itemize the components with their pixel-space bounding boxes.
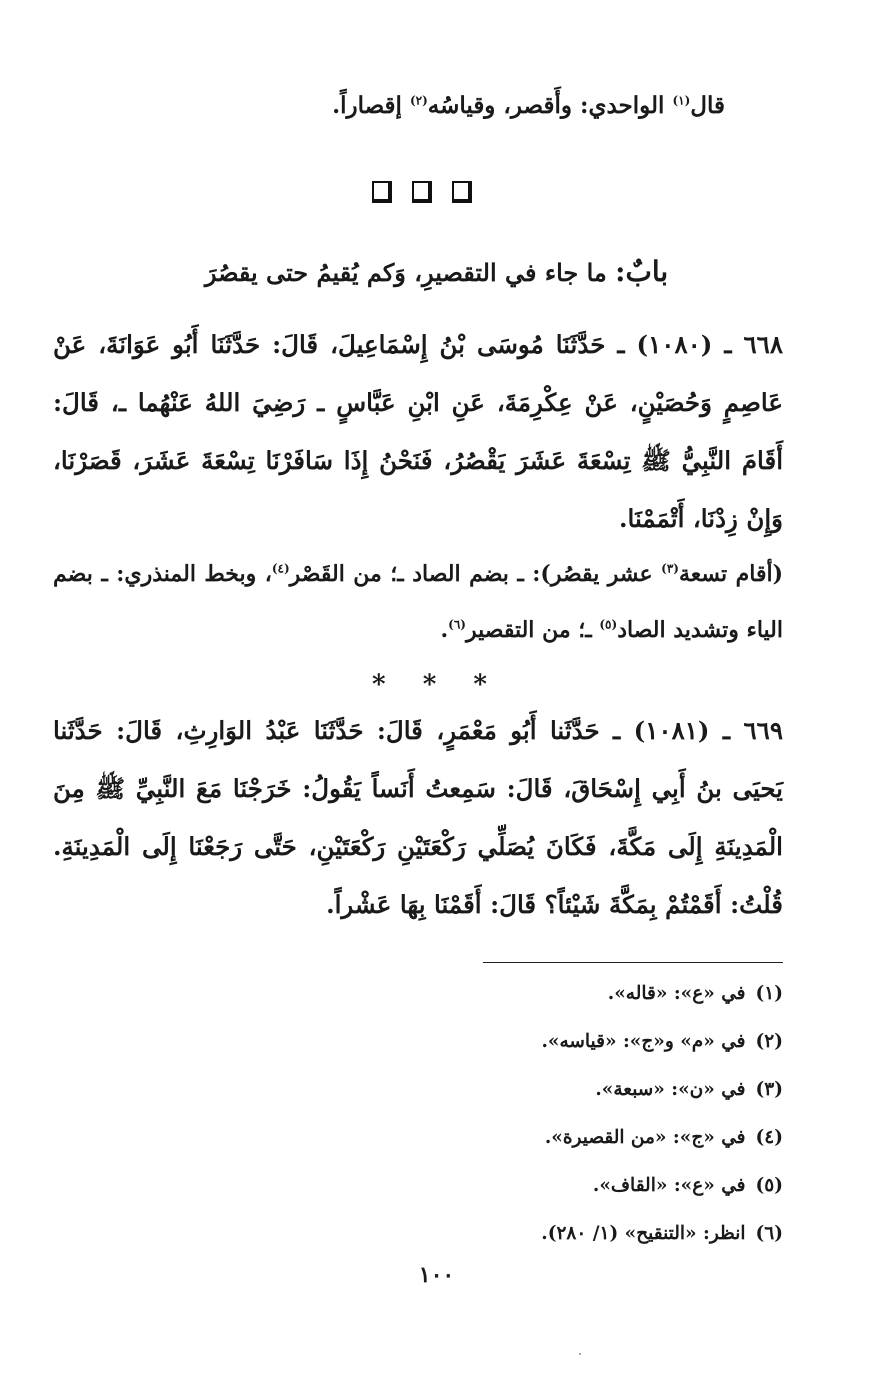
footnote-text: في «ع»: «قاله». xyxy=(607,983,746,1004)
hadith-669: ٦٦٩ ـ (١٠٨١) ـ حَدَّثَنا أَبُو مَعْمَرٍ، قَالَ: حَدَّثَنَا عَبْدُ الوَارِثِ، قَالَ: حَدَّثَنا يَحيَى بنُ أَبِي إِسْحَاقَ، قَالَ: سَمِعتُ أَنَساً يَقُولُ: خَرَجْنَا مَعَ النَّبِيِّ ﷺ مِنَ الْمَدِينَةِ إِلَى مَكَّةَ، فَكَانَ يُصَلِّي رَكْعَتَيْنِ رَكْعَتَيْنِ، حَتَّى رَجَعْنَا إِلَى الْمَدِينَةِ. قُلْتُ: أَقَمْتُمْ بِمَكَّةَ شَيْئاً؟ قَالَ: أَقَمْنَا بِهَا عَشْراً. xyxy=(53,716,783,919)
ornament-box-icon xyxy=(372,181,392,203)
chapter-label: بابٌ: xyxy=(615,255,669,288)
chapter-heading xyxy=(0,255,873,288)
footnote-ref-1[interactable]: (١) xyxy=(672,93,691,108)
intro-text-3: إقصاراً. xyxy=(332,92,410,119)
footnotes-list xyxy=(83,974,783,1262)
intro-line xyxy=(332,92,725,119)
footnote-text: في «م» و«ج»: «قياسه». xyxy=(541,1031,746,1052)
separator-stars: * * * xyxy=(372,670,501,700)
intro-text-2: الواحدي: وأَقصر، وقياسُه xyxy=(427,92,673,119)
footnote-item xyxy=(83,1214,783,1262)
commentary-text: ـ؛ من التقصير xyxy=(465,617,600,643)
footnote-ref-2[interactable]: (٢) xyxy=(409,93,428,108)
footnote-text: في «ج»: «من القصيرة». xyxy=(544,1127,746,1148)
commentary-text: . xyxy=(440,617,449,643)
ornament-box-icon xyxy=(452,181,472,203)
footnote-text: انظر: «التنقيح» (١/ ٢٨٠). xyxy=(541,1223,746,1244)
footnote-item xyxy=(83,1118,783,1166)
intro-text-1: قال xyxy=(690,92,725,119)
commentary-text: (أقام تسعة xyxy=(678,561,783,587)
scan-speck xyxy=(579,1353,581,1355)
footnote-item xyxy=(83,1166,783,1214)
footnote-number: (٥) xyxy=(755,1175,783,1196)
footnote-item xyxy=(83,974,783,1022)
footnote-number: (٤) xyxy=(755,1127,783,1148)
ornament-box-icon xyxy=(412,181,432,203)
footnote-ref-6[interactable]: (٦) xyxy=(448,617,466,632)
commentary-text: ، وبخط المنذري: ـ بضم الياء وتشديد الصاد xyxy=(53,561,783,643)
footnote-number: (٦) xyxy=(755,1223,783,1244)
footnote-text: في «ع»: «القاف». xyxy=(592,1175,746,1196)
commentary-text: عشر يقصُر): ـ بضم الصاد ـ؛ من القَصْر xyxy=(289,561,662,587)
footnote-number: (٢) xyxy=(755,1031,783,1052)
footnote-item xyxy=(83,1022,783,1070)
footnote-text: في «ن»: «سبعة». xyxy=(595,1079,746,1100)
hadith-668: ٦٦٨ ـ (١٠٨٠) ـ حَدَّثَنَا مُوسَى بْنُ إِسْمَاعِيلَ، قَالَ: حَدَّثَنَا أَبُو عَوَانَةَ، عَنْ عَاصِمٍ وَحُصَيْنٍ، عَنْ عِكْرِمَةَ، عَنِ ابْنِ عَبَّاسٍ ـ رَضِيَ اللهُ عَنْهُما ـ، قَالَ: أَقَامَ النَّبِيُّ ﷺ تِسْعَةَ عَشَرَ يَقْصُرُ، فَنَحْنُ إِذَا سَافَرْنَا تِسْعَةَ عَشَرَ، قَصَرْنَا، وَإِنْ زِدْنَا، أَتْمَمْنَا. xyxy=(53,330,783,533)
page-number: ١٠٠ xyxy=(418,1262,455,1288)
footnote-ref-5[interactable]: (٥) xyxy=(599,617,618,632)
footnote-ref-3[interactable]: (٣) xyxy=(661,561,679,576)
footnote-number: (٣) xyxy=(755,1079,783,1100)
section-ornament xyxy=(372,181,472,203)
commentary-paragraph xyxy=(53,546,783,658)
footnote-item xyxy=(83,1070,783,1118)
footnote-ref-4[interactable]: (٤) xyxy=(271,561,290,576)
chapter-title: ما جاء في التقصيرِ، وَكم يُقيمُ حتى يقصُرَ xyxy=(204,258,616,287)
footnote-number: (١) xyxy=(755,983,783,1004)
footnote-divider xyxy=(483,962,783,963)
